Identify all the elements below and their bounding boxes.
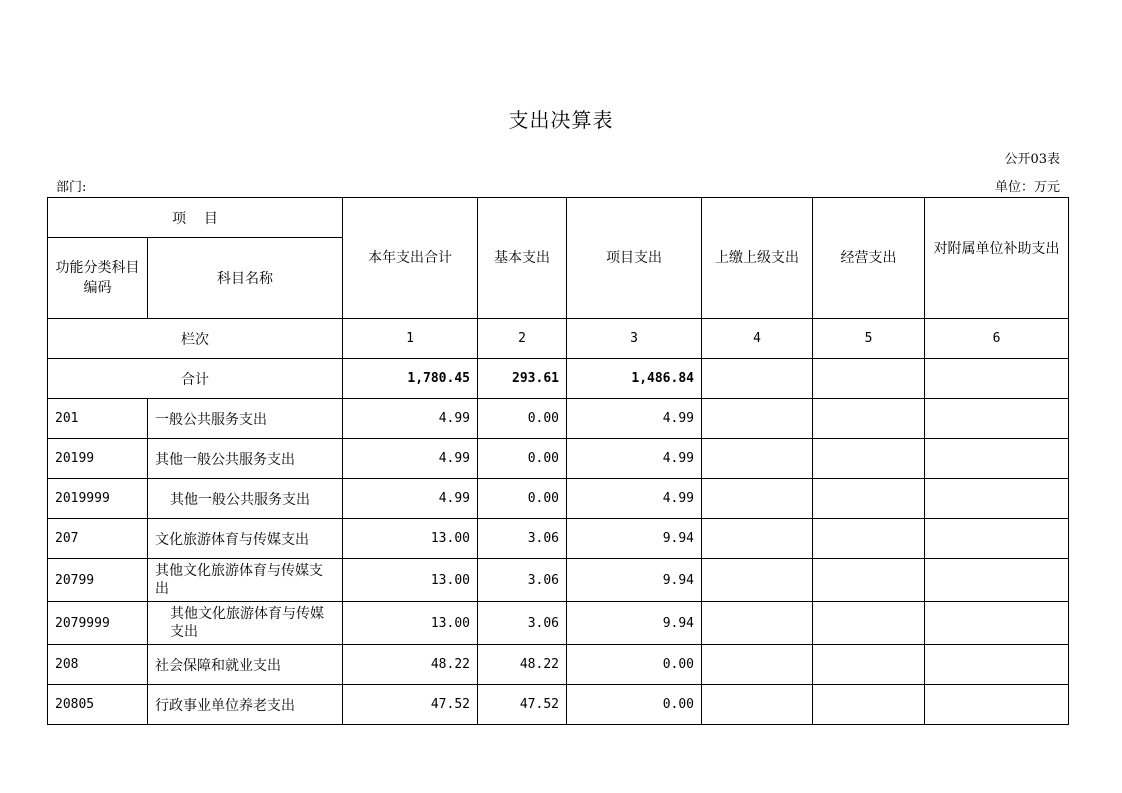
row-value-4 (702, 559, 813, 602)
form-number: 公开03表 (1004, 152, 1060, 167)
row-name: 社会保障和就业支出 (148, 645, 343, 685)
table-row (48, 685, 1069, 725)
row-name: 其他一般公共服务支出 (148, 479, 343, 519)
row-value-3: 4.99 (567, 439, 702, 479)
row-value-5 (813, 602, 925, 645)
total-value-5 (813, 359, 925, 399)
total-value-2: 293.61 (478, 359, 567, 399)
row-value-1: 13.00 (343, 602, 478, 645)
row-name: 其他文化旅游体育与传媒支出 (148, 602, 343, 645)
column-index-3: 3 (567, 319, 702, 359)
row-value-2: 0.00 (478, 479, 567, 519)
row-value-5 (813, 399, 925, 439)
row-value-5 (813, 439, 925, 479)
total-row (48, 359, 1069, 399)
row-value-2: 0.00 (478, 399, 567, 439)
row-value-4 (702, 479, 813, 519)
unit-label: 单位：万元 (994, 180, 1060, 195)
row-name: 文化旅游体育与传媒支出 (148, 519, 343, 559)
row-value-1: 4.99 (343, 399, 478, 439)
row-code: 20199 (48, 439, 148, 479)
row-code: 208 (48, 645, 148, 685)
row-value-6 (925, 602, 1069, 645)
row-value-2: 47.52 (478, 685, 567, 725)
row-value-6 (925, 439, 1069, 479)
total-value-1: 1,780.45 (343, 359, 478, 399)
row-value-3: 9.94 (567, 519, 702, 559)
table-row (48, 559, 1069, 602)
header-col-subsidy: 对附属单位补助支出 (925, 198, 1069, 319)
row-code: 2019999 (48, 479, 148, 519)
row-value-6 (925, 519, 1069, 559)
department-label: 部门: (56, 180, 87, 195)
total-value-6 (925, 359, 1069, 399)
row-value-3: 9.94 (567, 559, 702, 602)
row-value-5 (813, 559, 925, 602)
row-value-1: 13.00 (343, 559, 478, 602)
table-row (48, 645, 1069, 685)
table-row (48, 439, 1069, 479)
row-value-4 (702, 685, 813, 725)
row-value-4 (702, 399, 813, 439)
row-name: 行政事业单位养老支出 (148, 685, 343, 725)
column-index-6: 6 (925, 319, 1069, 359)
row-code: 207 (48, 519, 148, 559)
column-index-row (48, 319, 1069, 359)
table-row (48, 602, 1069, 645)
column-index-5: 5 (813, 319, 925, 359)
header-item: 项 目 (48, 198, 343, 238)
row-value-2: 3.06 (478, 519, 567, 559)
row-value-3: 9.94 (567, 602, 702, 645)
row-code: 20805 (48, 685, 148, 725)
header-func-code: 功能分类科目编码 (48, 238, 148, 319)
row-value-3: 0.00 (567, 645, 702, 685)
page-title: 支出决算表 (508, 108, 614, 132)
header-col-total: 本年支出合计 (343, 198, 478, 319)
row-value-2: 0.00 (478, 439, 567, 479)
table-row (48, 519, 1069, 559)
table-row (48, 399, 1069, 439)
row-value-6 (925, 479, 1069, 519)
row-value-2: 48.22 (478, 645, 567, 685)
row-value-4 (702, 602, 813, 645)
header-row-1 (48, 198, 1069, 238)
header-col-basic: 基本支出 (478, 198, 567, 319)
header-col-remit: 上缴上级支出 (702, 198, 813, 319)
row-value-1: 4.99 (343, 439, 478, 479)
row-value-1: 4.99 (343, 479, 478, 519)
row-value-2: 3.06 (478, 602, 567, 645)
row-value-6 (925, 685, 1069, 725)
row-value-6 (925, 559, 1069, 602)
row-value-1: 47.52 (343, 685, 478, 725)
column-index-label: 栏次 (48, 319, 343, 359)
expenditure-table (47, 197, 1069, 725)
column-index-4: 4 (702, 319, 813, 359)
row-value-4 (702, 519, 813, 559)
header-col-project: 项目支出 (567, 198, 702, 319)
total-value-3: 1,486.84 (567, 359, 702, 399)
row-value-6 (925, 399, 1069, 439)
header-subject-name: 科目名称 (148, 238, 343, 319)
row-name: 其他一般公共服务支出 (148, 439, 343, 479)
total-value-4 (702, 359, 813, 399)
row-value-1: 48.22 (343, 645, 478, 685)
row-value-5 (813, 685, 925, 725)
row-value-3: 4.99 (567, 479, 702, 519)
row-code: 2079999 (48, 602, 148, 645)
row-value-3: 4.99 (567, 399, 702, 439)
row-value-4 (702, 439, 813, 479)
total-label: 合计 (48, 359, 343, 399)
row-value-4 (702, 645, 813, 685)
row-value-6 (925, 645, 1069, 685)
row-value-3: 0.00 (567, 685, 702, 725)
row-value-1: 13.00 (343, 519, 478, 559)
row-value-5 (813, 645, 925, 685)
row-value-2: 3.06 (478, 559, 567, 602)
row-name: 一般公共服务支出 (148, 399, 343, 439)
column-index-1: 1 (343, 319, 478, 359)
table-row (48, 479, 1069, 519)
header-col-operating: 经营支出 (813, 198, 925, 319)
row-value-5 (813, 519, 925, 559)
row-code: 201 (48, 399, 148, 439)
row-code: 20799 (48, 559, 148, 602)
column-index-2: 2 (478, 319, 567, 359)
row-name: 其他文化旅游体育与传媒支出 (148, 559, 343, 602)
row-value-5 (813, 479, 925, 519)
